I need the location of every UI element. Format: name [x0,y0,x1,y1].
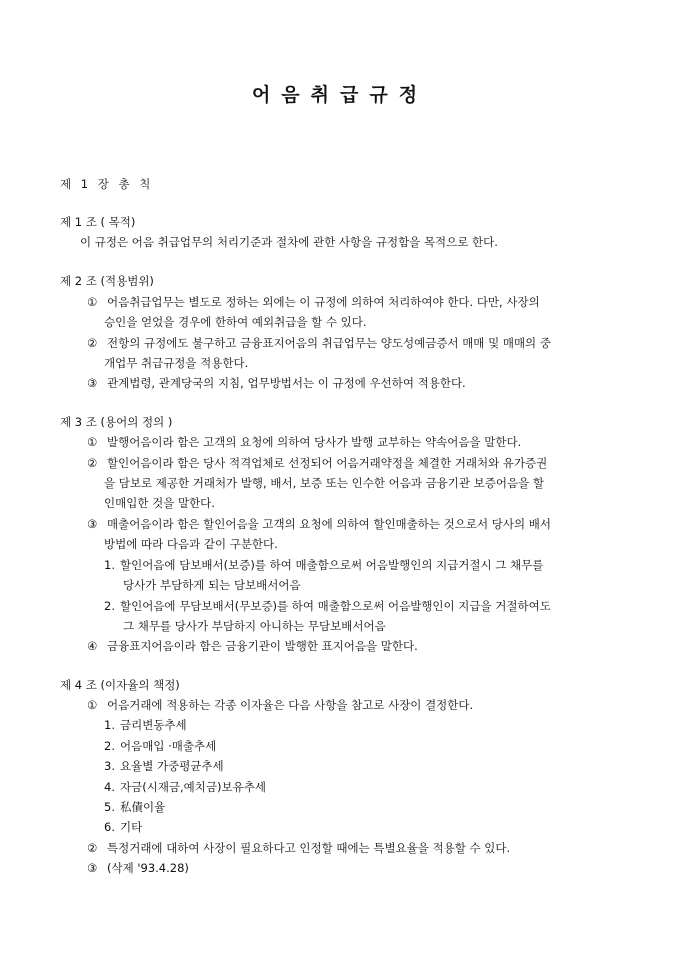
item-marker: ① [87,295,98,309]
list-text: 私債이율 [120,800,166,814]
list-text: 기타 [120,820,143,834]
list-text: 자금(시재금,예치금)보유추세 [120,780,266,794]
item-marker: ① [87,435,98,449]
article-1-heading: 제 1 조 ( 목적) [60,215,136,229]
list-number: 3. [104,759,115,773]
article-3-item-2 [87,455,547,471]
item-marker: ② [87,336,98,350]
list-text: 금리변동추세 [120,718,187,732]
article-3-item-2-cont: 인매입한 것을 말한다. [104,496,215,510]
article-3-heading: 제 3 조 (용어의 정의 ) [60,415,173,429]
list-text: 어음매입 ·매출추세 [120,739,217,753]
article-2-item-2 [87,335,551,351]
article-4-item-3 [87,860,189,876]
item-marker: ③ [87,517,98,531]
item-text: 관계법령, 관계당국의 지침, 업무방법서는 이 규정에 우선하여 적용한다. [107,376,466,390]
item-marker: ② [87,841,98,855]
item-marker: ④ [87,639,98,653]
item-text: 금융표지어음이라 함은 금융기관이 발행한 표지어음을 말한다. [107,639,418,653]
chapter-heading: 제 1 장 총 칙 [60,177,154,191]
item-text: 어음거래에 적용하는 각종 이자율은 다음 사항을 참고로 사장이 결정한다. [107,698,474,712]
article-2-item-3 [87,375,466,391]
item-text: 매출어음이라 함은 할인어음을 고객의 요청에 의하여 할인매출하는 것으로서 당사의 배서 [107,517,551,531]
article-3-item-3-cont: 방법에 따라 다음과 같이 구분한다. [104,537,278,551]
article-3-item-2-cont: 을 담보로 제공한 거래처가 발행, 배서, 보증 또는 인수한 어음과 금융기관 보증어음을 할 [104,476,544,490]
article-3-subitem-1-cont: 당사가 부담하게 되는 담보배서어음 [123,578,301,592]
article-2-item-1-cont: 승인을 얻었을 경우에 한하여 예외취급을 할 수 있다. [104,315,367,329]
subitem-text: 할인어음에 무담보배서(무보증)를 하여 매출함으로써 어음발행인이 지급을 거절하여도 [120,599,551,613]
article-3-subitem-2 [104,598,551,614]
item-text: 전항의 규정에도 불구하고 금융표지어음의 취급업무는 양도성예금증서 매매 및 매매의 중 [107,336,551,350]
article-2-heading: 제 2 조 (적용범위) [60,274,154,288]
item-marker: ③ [87,376,98,390]
article-2-item-1 [87,294,540,310]
article-4-list-item-4 [104,779,266,795]
article-3-item-4 [87,638,418,654]
article-4-item-2 [87,840,510,856]
list-number: 5. [104,800,115,814]
article-2-item-2-cont: 개업무 취급규정을 적용한다. [104,356,249,370]
article-4-list-item-3 [104,758,224,774]
item-marker: ② [87,456,98,470]
article-1-body: 이 규정은 어음 취급업무의 처리기준과 절차에 관한 사항을 규정함을 목적으로 한다. [80,235,498,249]
list-number: 1. [104,718,115,732]
article-4-heading: 제 4 조 (이자율의 책정) [60,678,180,692]
subitem-text: 할인어음에 담보배서(보증)를 하여 매출함으로써 어음발행인의 지급거절시 그 채무를 [120,558,544,572]
list-number: 4. [104,780,115,794]
article-3-subitem-1 [104,557,543,573]
subitem-number: 1. [104,558,115,572]
article-4-item-1 [87,697,473,713]
item-marker: ③ [87,861,98,875]
document-title: 어음취급규정 [251,84,429,106]
item-marker: ① [87,698,98,712]
subitem-number: 2. [104,599,115,613]
item-text: 어음취급업무는 별도로 정하는 외에는 이 규정에 의하여 처리하여야 한다. 다만, 사장의 [107,295,540,309]
article-3-item-1 [87,434,521,450]
article-4-list-item-2 [104,738,216,754]
article-4-list-item-5 [104,799,165,815]
item-text: 할인어음이라 함은 당사 적격업체로 선정되어 어음거래약정을 체결한 거래처와 유가증권 [107,456,548,470]
item-text: 발행어음이라 함은 고객의 요청에 의하여 당사가 발행 교부하는 약속어음을 말한다. [107,435,522,449]
item-text: (삭제 '93.4.28) [107,861,189,875]
list-number: 6. [104,820,115,834]
article-3-subitem-2-cont: 그 채무를 당사가 부담하지 아니하는 무담보배서어음 [123,619,386,633]
list-number: 2. [104,739,115,753]
article-4-list-item-6 [104,819,142,835]
article-3-item-3 [87,516,551,532]
article-4-list-item-1 [104,717,187,733]
list-text: 요율별 가중평균추세 [120,759,224,773]
item-text: 특정거래에 대하여 사장이 필요하다고 인정할 때에는 특별요율을 적용할 수 있다. [107,841,511,855]
